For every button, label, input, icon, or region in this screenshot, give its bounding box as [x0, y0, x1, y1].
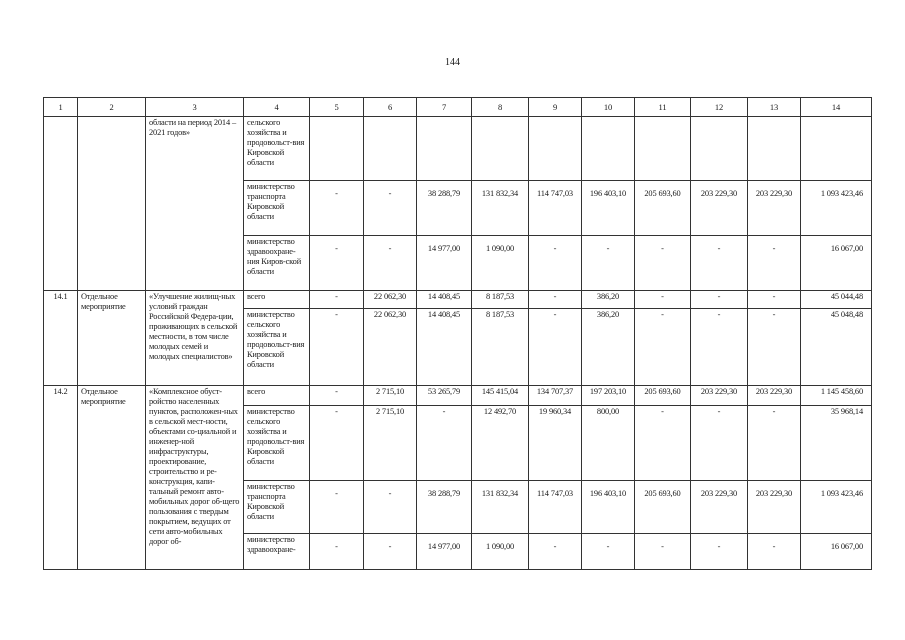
value-cell: -	[364, 481, 417, 534]
value-cell: 196 403,10	[582, 481, 635, 534]
header-cell: 3	[146, 98, 244, 117]
value-cell: -	[635, 236, 691, 291]
value-cell: 196 403,10	[582, 181, 635, 236]
value-cell: -	[748, 406, 801, 481]
value-cell: -	[310, 481, 364, 534]
value-cell: -	[364, 181, 417, 236]
value-cell: -	[691, 236, 748, 291]
item-type: Отдельное мероприятие	[78, 291, 146, 386]
value-cell: 203 229,30	[748, 481, 801, 534]
header-cell: 2	[78, 98, 146, 117]
value-cell: -	[364, 534, 417, 570]
value-cell: 386,20	[582, 291, 635, 309]
value-cell: 14 408,45	[417, 309, 472, 386]
description-cell: области на период 2014 – 2021 годов»	[146, 117, 244, 291]
header-cell: 1	[44, 98, 78, 117]
value-cell: -	[529, 534, 582, 570]
header-row	[44, 98, 872, 117]
value-cell: 2 715,10	[364, 386, 417, 406]
value-cell: 205 693,60	[635, 181, 691, 236]
header-cell: 5	[310, 98, 364, 117]
table-row	[44, 291, 872, 309]
value-cell: -	[310, 309, 364, 386]
value-cell: 1 090,00	[472, 236, 529, 291]
executor-cell: министерство сельского хозяйства и продовольст-вия Кировской области	[244, 309, 310, 386]
total-cell: 16 067,00	[801, 534, 872, 570]
executor-cell: министерство транспорта Кировской области	[244, 181, 310, 236]
value-cell: 1 090,00	[472, 534, 529, 570]
header-cell: 12	[691, 98, 748, 117]
value-cell: 203 229,30	[691, 181, 748, 236]
executor-cell: всего	[244, 386, 310, 406]
value-cell: -	[691, 309, 748, 386]
value-cell: 2 715,10	[364, 406, 417, 481]
value-cell: 22 062,30	[364, 309, 417, 386]
value-cell: 8 187,53	[472, 291, 529, 309]
executor-cell: министерство здравоохране-ния Киров-ской области	[244, 236, 310, 291]
value-cell: -	[582, 236, 635, 291]
value-cell: 8 187,53	[472, 309, 529, 386]
value-cell: -	[691, 406, 748, 481]
total-cell: 1 093 423,46	[801, 481, 872, 534]
executor-cell: министерство сельского хозяйства и продовольст-вия Кировской области	[244, 406, 310, 481]
value-cell: -	[310, 386, 364, 406]
value-cell: 145 415,04	[472, 386, 529, 406]
value-cell: -	[748, 309, 801, 386]
value-cell: -	[691, 291, 748, 309]
value-cell: 14 408,45	[417, 291, 472, 309]
value-cell: -	[748, 236, 801, 291]
value-cell: 205 693,60	[635, 481, 691, 534]
header-cell: 14	[801, 98, 872, 117]
total-cell: 1 093 423,46	[801, 181, 872, 236]
total-cell: 45 044,48	[801, 291, 872, 309]
description-cell: «Улучшение жилищ-ных условий граждан Российской Федера-ции, проживающих в сельской местности, в том числе молодых семей и молодых специалистов»	[146, 291, 244, 386]
value-cell: 203 229,30	[748, 386, 801, 406]
value-cell: 14 977,00	[417, 534, 472, 570]
item-type: Отдельное мероприятие	[78, 386, 146, 570]
header-cell: 13	[748, 98, 801, 117]
value-cell: 386,20	[582, 309, 635, 386]
value-cell: 22 062,30	[364, 291, 417, 309]
value-cell: -	[582, 534, 635, 570]
value-cell: 114 747,03	[529, 481, 582, 534]
value-cell: -	[635, 309, 691, 386]
value-cell: 203 229,30	[691, 386, 748, 406]
value-cell: 38 288,79	[417, 181, 472, 236]
total-cell: 1 145 458,60	[801, 386, 872, 406]
value-cell: 131 832,34	[472, 481, 529, 534]
value-cell: 197 203,10	[582, 386, 635, 406]
value-cell: 19 960,34	[529, 406, 582, 481]
item-number: 14.1	[44, 291, 78, 386]
value-cell: -	[310, 236, 364, 291]
executor-cell: всего	[244, 291, 310, 309]
value-cell: -	[417, 406, 472, 481]
header-cell: 7	[417, 98, 472, 117]
value-cell: -	[635, 291, 691, 309]
header-cell: 10	[582, 98, 635, 117]
page-number: 144	[445, 57, 460, 68]
table-row	[44, 117, 872, 181]
value-cell: 53 265,79	[417, 386, 472, 406]
value-cell: -	[310, 291, 364, 309]
header-cell: 6	[364, 98, 417, 117]
value-cell: -	[635, 534, 691, 570]
value-cell: 14 977,00	[417, 236, 472, 291]
header-cell: 11	[635, 98, 691, 117]
value-cell: -	[529, 291, 582, 309]
item-number: 14.2	[44, 386, 78, 570]
value-cell: 131 832,34	[472, 181, 529, 236]
value-cell: -	[529, 236, 582, 291]
value-cell: -	[310, 534, 364, 570]
value-cell: -	[635, 406, 691, 481]
value-cell: -	[364, 236, 417, 291]
table-row	[44, 386, 872, 406]
value-cell: -	[310, 181, 364, 236]
budget-table	[43, 97, 872, 570]
executor-cell: министерство здравоохране-	[244, 534, 310, 570]
value-cell: 38 288,79	[417, 481, 472, 534]
value-cell: -	[748, 534, 801, 570]
value-cell: 114 747,03	[529, 181, 582, 236]
value-cell: 12 492,70	[472, 406, 529, 481]
header-cell: 9	[529, 98, 582, 117]
header-cell: 4	[244, 98, 310, 117]
value-cell: -	[748, 291, 801, 309]
value-cell: -	[691, 534, 748, 570]
executor-cell: сельского хозяйства и продовольст-вия Кировской области	[244, 117, 310, 181]
description-cell: «Комплексное обуст-ройство населенных пунктов, расположен-ных в сельской мест-ности, объектами со-циальной и инженер-ной инфраструктуры, проектирование, строительство и ре-конструкция, капи-тальный ремонт авто-мобильных дорог об-щего пользования с твердым покрытием, ведущих от сети авто-мобильных дорог об-	[146, 386, 244, 570]
value-cell: -	[310, 406, 364, 481]
value-cell: 203 229,30	[748, 181, 801, 236]
executor-cell: министерство транспорта Кировской области	[244, 481, 310, 534]
total-cell: 45 048,48	[801, 309, 872, 386]
total-cell: 35 968,14	[801, 406, 872, 481]
value-cell: 800,00	[582, 406, 635, 481]
value-cell: 134 707,37	[529, 386, 582, 406]
header-cell: 8	[472, 98, 529, 117]
total-cell: 16 067,00	[801, 236, 872, 291]
value-cell: -	[529, 309, 582, 386]
value-cell: 205 693,60	[635, 386, 691, 406]
value-cell: 203 229,30	[691, 481, 748, 534]
